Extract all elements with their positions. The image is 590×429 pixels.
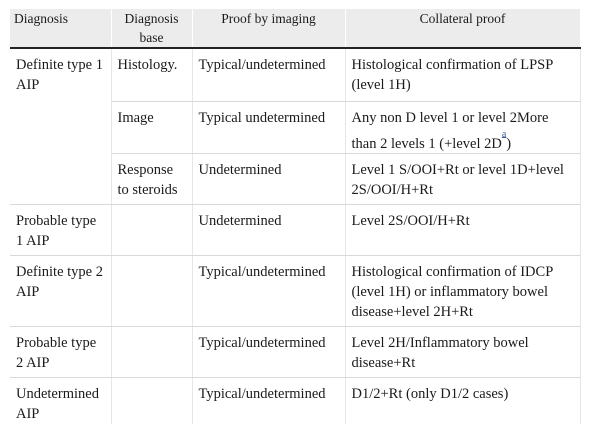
cell-diagnosis: Undetermined AIP xyxy=(10,378,111,425)
cell-diagnosis: Probable type 2 AIP xyxy=(10,327,111,378)
footnote-link[interactable]: a xyxy=(501,128,507,140)
header-proof-by-imaging: Proof by imaging xyxy=(192,9,345,48)
cell-base xyxy=(111,205,192,256)
header-diagnosis: Diagnosis xyxy=(10,9,111,48)
table-row xyxy=(10,378,580,425)
collateral-close: ) xyxy=(506,135,512,152)
table-container xyxy=(10,9,580,424)
diagnosis-table xyxy=(10,9,581,424)
header-diagnosis-base: Diagnosis base xyxy=(111,9,192,48)
table-row xyxy=(10,205,580,256)
cell-base xyxy=(111,378,192,425)
cell-imaging: Typical/undetermined xyxy=(192,48,345,101)
cell-base: Image xyxy=(111,101,192,154)
cell-base: Histology. xyxy=(111,48,192,101)
table-header-row xyxy=(10,9,580,48)
table-row xyxy=(10,256,580,327)
cell-diagnosis: Definite type 2 AIP xyxy=(10,256,111,327)
cell-collateral: Histological confirmation of IDCP (level 1H) or inflammatory bowel disease+level 2H+Rt xyxy=(345,256,580,327)
cell-collateral: D1/2+Rt (only D1/2 cases) xyxy=(345,378,580,425)
cell-base xyxy=(111,256,192,327)
cell-collateral: Level 1 S/OOI+Rt or level 1D+level 2S/OOI/H+Rt xyxy=(345,154,580,205)
cell-imaging: Undetermined xyxy=(192,205,345,256)
header-collateral-proof: Collateral proof xyxy=(345,9,580,48)
cell-base xyxy=(111,327,192,378)
cell-imaging: Typical undetermined xyxy=(192,101,345,154)
cell-imaging: Typical/undetermined xyxy=(192,327,345,378)
cell-collateral xyxy=(345,101,580,154)
cell-collateral: Histological confirmation of LPSP (level 1H) xyxy=(345,48,580,101)
cell-collateral: Level 2H/Inflammatory bowel disease+Rt xyxy=(345,327,580,378)
cell-collateral: Level 2S/OOI/H+Rt xyxy=(345,205,580,256)
cell-diagnosis: Probable type 1 AIP xyxy=(10,205,111,256)
cell-imaging: Typical/undetermined xyxy=(192,378,345,425)
table-row xyxy=(10,48,580,101)
collateral-text: Any non D level 1 or level 2More than 2 levels 1 (+level 2D xyxy=(351,109,549,152)
cell-imaging: Typical/undetermined xyxy=(192,256,345,327)
table-row xyxy=(10,327,580,378)
cell-imaging: Undetermined xyxy=(192,154,345,205)
cell-base: Response to steroids xyxy=(111,154,192,205)
cell-diagnosis: Definite type 1 AIP xyxy=(10,48,111,205)
